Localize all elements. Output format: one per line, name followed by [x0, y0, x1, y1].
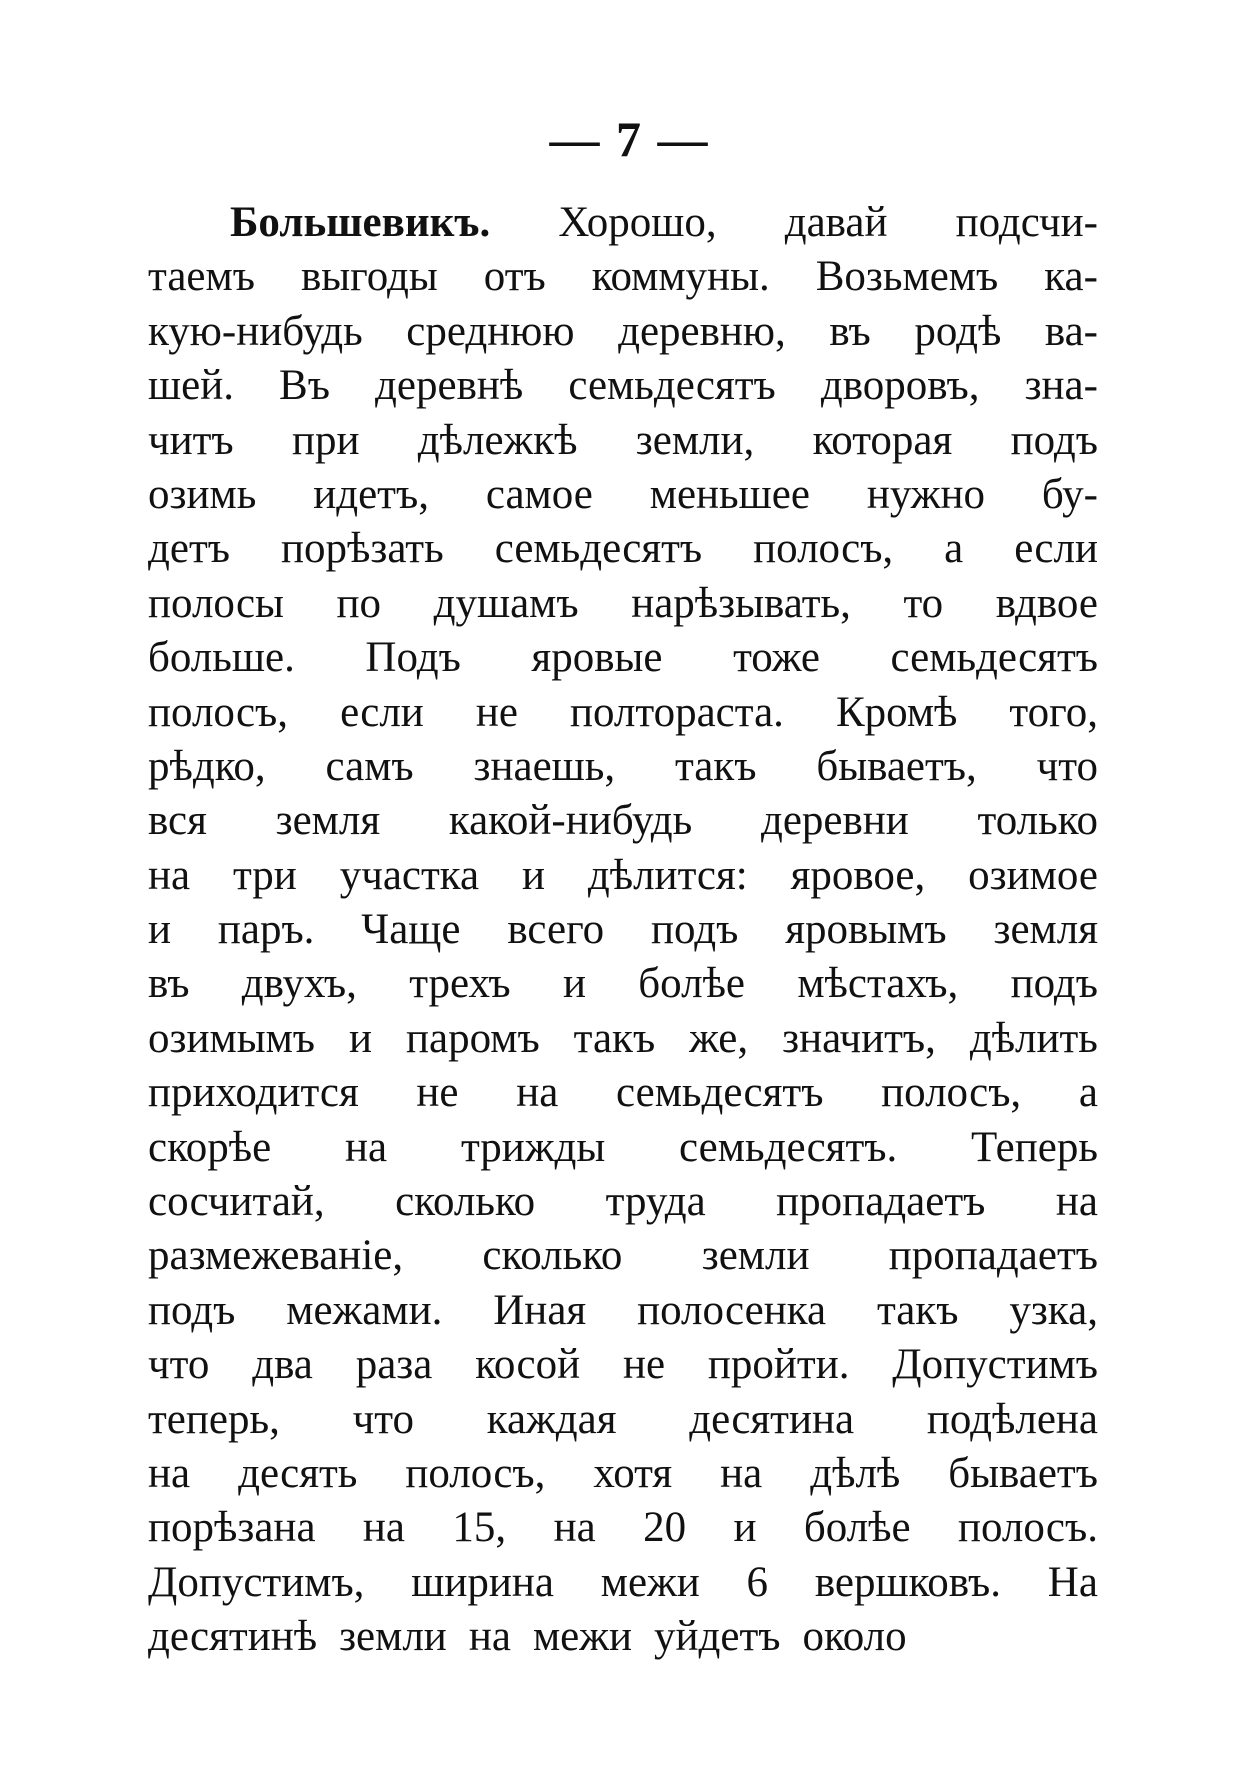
word: больше. — [148, 634, 295, 682]
word: семьдесятъ — [890, 634, 1098, 682]
word: отъ — [483, 253, 546, 301]
word: трижды — [460, 1123, 606, 1171]
word: двухъ, — [241, 960, 357, 1008]
text-line — [148, 414, 1098, 468]
word: порѣзана — [148, 1504, 316, 1552]
word: и — [562, 960, 586, 1008]
word: дѣлежкѣ — [417, 416, 578, 464]
word: на — [553, 1504, 596, 1552]
word: и — [733, 1504, 757, 1552]
word: сколько — [395, 1178, 536, 1226]
word: не — [622, 1341, 666, 1389]
word: дѣлѣ — [810, 1449, 901, 1497]
word: въ — [148, 960, 190, 1008]
word: полтораста. — [569, 688, 784, 736]
word: читъ — [148, 416, 234, 464]
word: тоже — [733, 634, 820, 682]
word: 6 — [746, 1558, 769, 1606]
word: полосенка — [637, 1286, 827, 1334]
word: раза — [355, 1341, 433, 1389]
word: болѣе — [803, 1504, 911, 1552]
word: такъ — [674, 742, 757, 790]
word: бу- — [1041, 470, 1098, 518]
word: если — [340, 688, 424, 736]
word: сколько — [482, 1232, 623, 1280]
word: вся — [148, 797, 207, 845]
word: Возьмемъ — [815, 253, 999, 301]
word: вершковъ. — [814, 1558, 1002, 1606]
word: десять — [238, 1449, 358, 1497]
word: узка, — [1009, 1286, 1098, 1334]
word: рѣдко, — [148, 742, 266, 790]
page-number: — 7 — — [549, 111, 710, 167]
word: среднюю — [406, 307, 575, 355]
text-line — [148, 1175, 1098, 1229]
word: выгоды — [300, 253, 438, 301]
word: полосы — [148, 579, 284, 627]
word: полосъ, — [753, 525, 894, 573]
text-line — [148, 1610, 1098, 1664]
word: деревни — [760, 797, 909, 845]
word: Допустимъ — [892, 1341, 1098, 1389]
text-line — [148, 522, 1098, 576]
word: три — [232, 851, 297, 899]
word: коммуны. — [591, 253, 770, 301]
text-line — [148, 468, 1098, 522]
word: самое — [485, 470, 593, 518]
word: самъ — [325, 742, 414, 790]
word: межи — [600, 1558, 700, 1606]
word: озимымъ — [148, 1014, 316, 1062]
word: ширина — [411, 1558, 554, 1606]
word: подъ — [650, 906, 739, 954]
word: детъ — [148, 525, 230, 573]
word: на — [362, 1504, 406, 1552]
word: и — [349, 1014, 373, 1062]
word: земли, — [635, 416, 755, 464]
word: нарѣзывать, — [631, 579, 851, 627]
word: бываетъ, — [816, 742, 977, 790]
word: родѣ — [914, 307, 1002, 355]
word: а — [944, 525, 964, 573]
word: Чаще — [361, 906, 461, 954]
text-line — [148, 250, 1098, 304]
word: деревнѣ — [375, 362, 524, 410]
word: озимь — [148, 470, 257, 518]
word: паръ. — [217, 906, 315, 954]
word: пройти. — [707, 1341, 850, 1389]
word: если — [1014, 525, 1098, 573]
word: Допустимъ, — [148, 1558, 365, 1606]
text-line — [148, 1501, 1098, 1555]
word: пропадаетъ — [888, 1232, 1098, 1280]
text-line — [148, 1284, 1098, 1338]
word: Иная — [493, 1286, 587, 1334]
word: труда — [605, 1178, 706, 1226]
text-line — [148, 359, 1098, 413]
word: размежеванiе, — [148, 1232, 404, 1280]
word: что — [148, 1341, 210, 1389]
word: на — [516, 1069, 559, 1117]
word: Хорошо, — [558, 199, 717, 246]
word: болѣе — [638, 960, 745, 1008]
word: яровое, — [790, 851, 926, 899]
word: два — [252, 1341, 313, 1389]
word: полосъ, — [405, 1449, 546, 1497]
word: Теперь — [971, 1123, 1098, 1171]
speaker-name: Большевикъ. — [230, 199, 491, 246]
text-line — [148, 1556, 1098, 1610]
word: подѣлена — [926, 1395, 1098, 1443]
word: же, — [689, 1014, 749, 1062]
word: то — [903, 579, 944, 627]
word: знаешь, — [473, 742, 616, 790]
word: сосчитай, — [148, 1178, 325, 1226]
word: полосъ, — [881, 1069, 1022, 1117]
word: на — [148, 851, 191, 899]
text-line — [148, 1229, 1098, 1283]
word: семьдесятъ — [616, 1069, 824, 1117]
word: мѣстахъ, — [797, 960, 959, 1008]
word: ва- — [1044, 307, 1098, 355]
word: и — [521, 851, 545, 899]
word: земля — [993, 906, 1098, 954]
word: трехъ — [409, 960, 511, 1008]
text-line — [148, 1066, 1098, 1120]
text-line — [148, 1012, 1098, 1066]
word: полосъ. — [957, 1504, 1098, 1552]
word: что — [352, 1395, 414, 1443]
word: ка- — [1044, 253, 1098, 301]
text-line — [148, 740, 1098, 794]
word: межи — [532, 1613, 632, 1661]
word: яровые — [531, 634, 663, 682]
word: порѣзать — [280, 525, 444, 573]
word: на — [345, 1123, 388, 1171]
word: земли — [701, 1232, 810, 1280]
word: 15, — [452, 1504, 507, 1552]
word: подъ — [148, 1286, 236, 1334]
word: не — [416, 1069, 459, 1117]
word: косой — [475, 1341, 581, 1389]
word: по — [336, 579, 382, 627]
word: пропадаетъ — [776, 1178, 986, 1226]
word: На — [1047, 1558, 1098, 1606]
word: озимое — [968, 851, 1098, 899]
text-line — [148, 196, 1098, 250]
word: такъ — [876, 1286, 959, 1334]
word: скорѣе — [148, 1123, 272, 1171]
word: десятинѣ — [148, 1613, 318, 1661]
text-line — [148, 1447, 1098, 1501]
text-line — [148, 686, 1098, 740]
word: семьдесятъ — [568, 362, 776, 410]
word: душамъ — [433, 579, 579, 627]
word: только — [977, 797, 1098, 845]
word: всего — [507, 906, 605, 954]
word: дѣлится: — [587, 851, 748, 899]
word: при — [291, 416, 360, 464]
word: Въ — [279, 362, 330, 410]
word: такъ — [573, 1014, 656, 1062]
word: десятина — [689, 1395, 855, 1443]
text-line — [148, 794, 1098, 848]
word: какой-нибудь — [448, 797, 693, 845]
word: яровымъ — [785, 906, 947, 954]
word: около — [802, 1613, 907, 1661]
word: нужно — [866, 470, 985, 518]
word: меньшее — [649, 470, 810, 518]
word: дѣлить — [969, 1014, 1098, 1062]
word: на — [148, 1449, 191, 1497]
word: деревню, — [618, 307, 786, 355]
text-line — [148, 1338, 1098, 1392]
word: семьдесятъ. — [679, 1123, 898, 1171]
word: теперь, — [148, 1395, 280, 1443]
word: того, — [1009, 688, 1098, 736]
word: значитъ, — [782, 1014, 936, 1062]
word: идетъ, — [313, 470, 429, 518]
word: паромъ — [405, 1014, 540, 1062]
word: земля — [275, 797, 381, 845]
word: которая — [812, 416, 953, 464]
word: давай — [784, 199, 888, 246]
word: а — [1078, 1069, 1098, 1117]
word: шей. — [148, 362, 234, 410]
word: 20 — [643, 1504, 687, 1552]
word: земли — [339, 1613, 447, 1661]
word: зна- — [1024, 362, 1098, 410]
word: подъ — [1010, 416, 1098, 464]
word: не — [475, 688, 518, 736]
word: на — [720, 1449, 763, 1497]
word: кую-нибудь — [148, 307, 363, 355]
text-line — [148, 957, 1098, 1011]
word: межами. — [286, 1286, 443, 1334]
word: подсчи- — [955, 199, 1098, 246]
body-text — [148, 196, 1098, 1665]
text-line — [148, 849, 1098, 903]
word: и — [148, 906, 172, 954]
word: уйдетъ — [653, 1613, 781, 1661]
word: Подъ — [365, 634, 461, 682]
word: полосъ, — [148, 688, 289, 736]
word: таемъ — [148, 253, 255, 301]
word: что — [1036, 742, 1098, 790]
word: въ — [829, 307, 871, 355]
text-line — [148, 631, 1098, 685]
word: подъ — [1010, 960, 1098, 1008]
word: хотя — [593, 1449, 673, 1497]
word: Кромѣ — [835, 688, 958, 736]
word: приходится — [148, 1069, 359, 1117]
word: на — [468, 1613, 511, 1661]
word: участка — [339, 851, 480, 899]
word: каждая — [486, 1395, 617, 1443]
text-line — [148, 577, 1098, 631]
text-line — [148, 903, 1098, 957]
word: вдвое — [995, 579, 1098, 627]
word: дворовъ, — [820, 362, 980, 410]
word: на — [1055, 1178, 1098, 1226]
text-line — [148, 1393, 1098, 1447]
word: семьдесятъ — [494, 525, 703, 573]
text-line — [148, 305, 1098, 359]
word: бываетъ — [948, 1449, 1098, 1497]
text-line — [148, 1121, 1098, 1175]
